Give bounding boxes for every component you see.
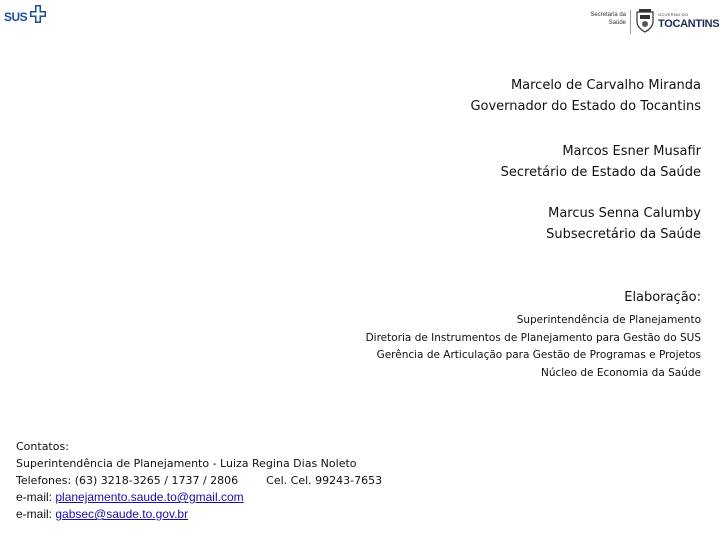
official-role: Subsecretário da Saúde	[546, 227, 701, 242]
email-label: e-mail:	[16, 490, 53, 504]
logo-government-label: GOVERNO DO	[658, 12, 689, 17]
elaboracao-line: Núcleo de Economia da Saúde	[540, 366, 701, 379]
email-label: e-mail:	[16, 507, 53, 521]
coat-of-arms-icon	[635, 9, 655, 33]
elaboracao-line: Diretoria de Instrumentos de Planejamento para Gestão do SUS	[365, 331, 701, 344]
elaboracao-line: Gerência de Articulação para Gestão de Programas e Projetos	[376, 349, 701, 361]
contacts-person: Superintendência de Planejamento - Luiza Regina Dias Noleto	[16, 457, 357, 470]
elaboracao-list	[366, 312, 701, 382]
elaboracao-title: Elaboração:	[624, 290, 701, 305]
official-name: Marcos Esner Musafir	[562, 144, 701, 159]
email-link-gabsec[interactable]: gabsec@saude.to.gov.br	[55, 507, 189, 521]
contacts-section	[16, 438, 382, 523]
official-subsecretary	[546, 203, 701, 245]
official-secretary	[501, 141, 701, 183]
email-row-2	[16, 506, 382, 523]
official-role: Secretário de Estado da Saúde	[500, 165, 701, 180]
official-role: Governador do Estado do Tocantins	[470, 99, 701, 114]
state-logo	[590, 8, 720, 38]
secretaria-logo-text: Secretaria da Saúde	[590, 12, 626, 26]
email-link-planejamento[interactable]: planejamento.saude.to@gmail.com	[55, 490, 244, 504]
contacts-phones: Telefones: (63) 3218-3265 / 1737 / 2806	[16, 474, 239, 487]
logo-divider	[630, 10, 631, 34]
contacts-title: Contatos:	[16, 440, 69, 453]
contacts-cell: Cel. Cel. 99243-7653	[266, 474, 383, 487]
official-governor	[470, 75, 701, 117]
official-name: Marcus Senna Calumby	[548, 206, 701, 221]
email-row-1	[16, 489, 382, 506]
elaboracao-line: Superintendência de Planejamento	[516, 314, 701, 326]
official-name: Marcelo de Carvalho Miranda	[510, 78, 701, 93]
logo-state-name: TOCANTINS	[658, 18, 720, 30]
sus-logo	[4, 3, 64, 27]
health-cross-icon	[29, 3, 47, 25]
contacts-phones-row	[16, 472, 382, 489]
sus-logo-text: SUS	[4, 10, 28, 24]
